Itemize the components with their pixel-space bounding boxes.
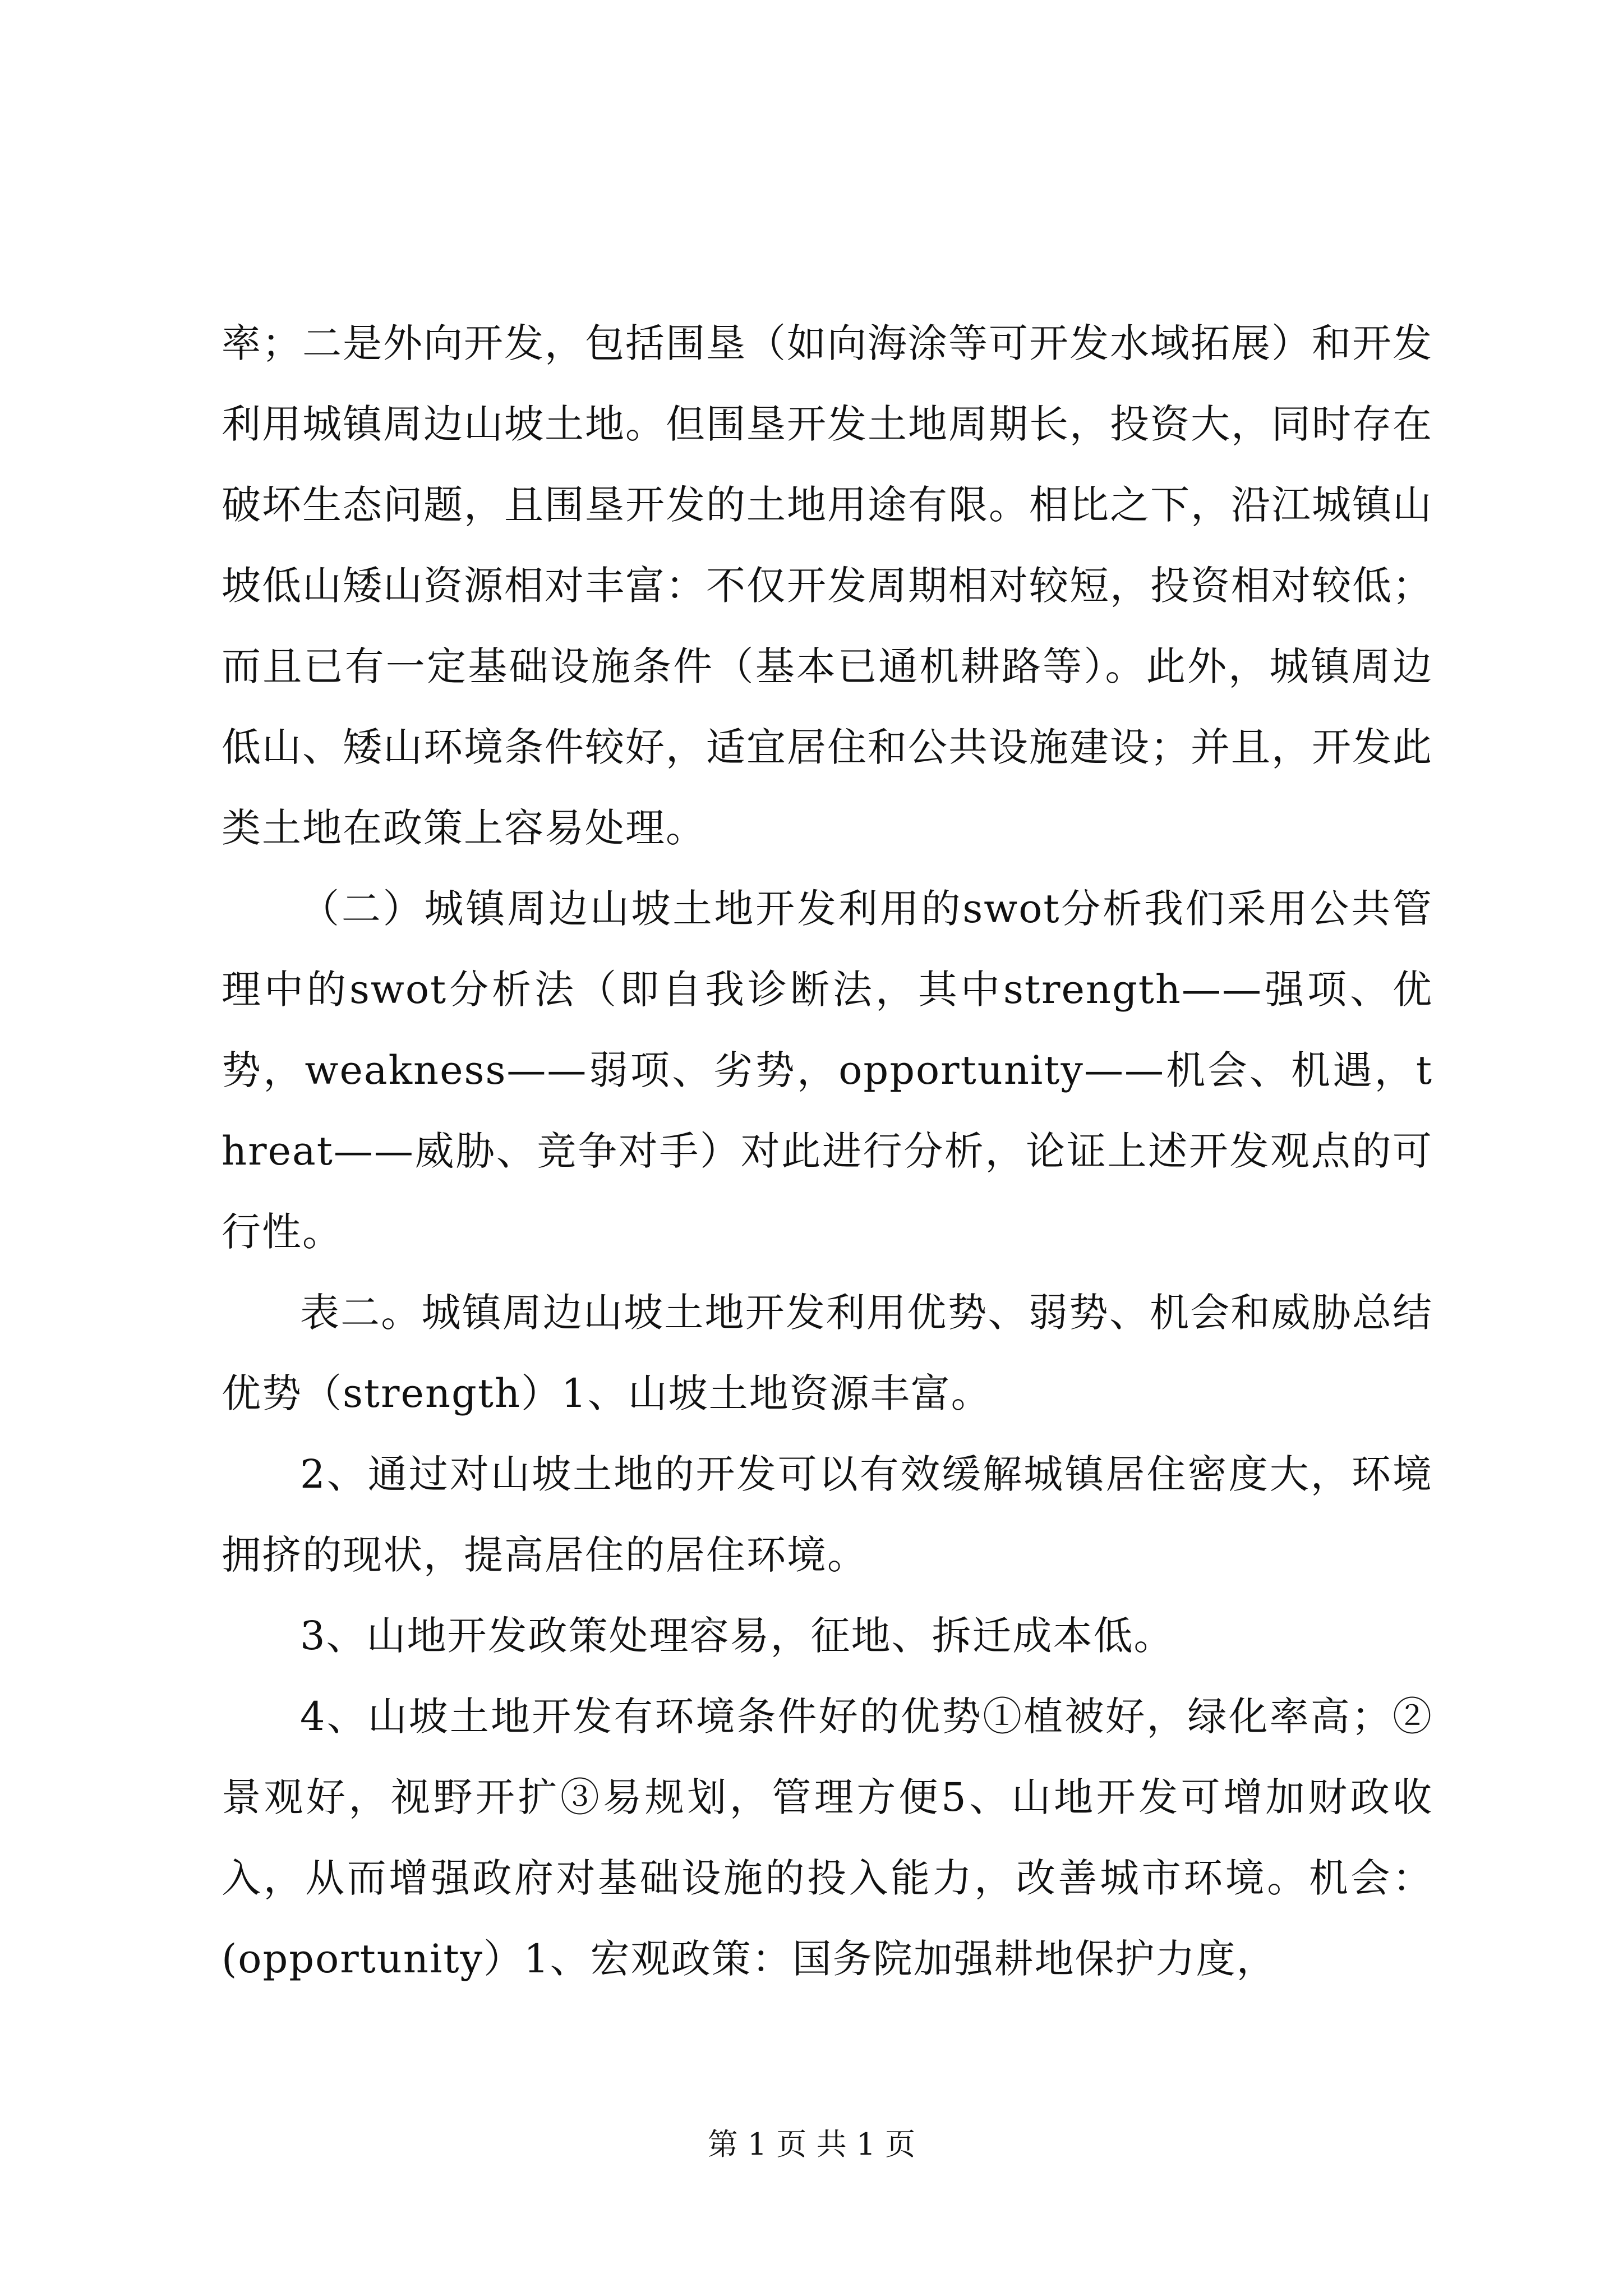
paragraph-item-3: 3、山地开发政策处理容易，征地、拆迁成本低。 (300, 1613, 1174, 1659)
page-footer: 第 1 页 共 1 页 (707, 2127, 916, 2162)
paragraph-continuation: 率；二是外向开发，包括围垦（如向海涂等可开发水域拓展）和开发利用城镇周边山坡土地。但围垦开发土地周期长，投资大，同时存在破坏生态问题，且围垦开发的土地用途有限。相比之下，沿江城镇山坡低山矮山资源相对丰富：不仅开发周期相对较短，投资相对较低；而且已有一定基础设施条件（基本已通机耕路等）。此外，城镇周边低山、矮山环境条件较好，适宜居住和公共设施建设；并且，开发此类土地在政策上容易处理。 (222, 320, 1433, 851)
paragraph-table-two: 表二。城镇周边山坡土地开发利用优势、弱势、机会和威胁总结优势（strength）1、山坡土地资源丰富。 (222, 1290, 1433, 1416)
paragraph-swot-intro: （二）城镇周边山坡土地开发利用的swot分析我们采用公共管理中的swot分析法（即自我诊断法，其中strength——强项、优势，weakness——弱项、劣势，opportunity——机会、机遇，threat——威胁、竞争对手）对此进行分析，论证上述开发观点的可行性。 (222, 886, 1433, 1255)
paragraph-item-2: 2、通过对山坡土地的开发可以有效缓解城镇居住密度大，环境拥挤的现状，提高居住的居住环境。 (222, 1451, 1433, 1578)
paragraph-item-4: 4、山坡土地开发有环境条件好的优势①植被好，绿化率高；②景观好，视野开扩③易规划，管理方便5、山地开发可增加财政收入，从而增强政府对基础设施的投入能力，改善城市环境。机会：(opportunity）1、宏观政策：国务院加强耕地保护力度， (222, 1694, 1433, 1982)
document-body (222, 303, 1433, 1999)
